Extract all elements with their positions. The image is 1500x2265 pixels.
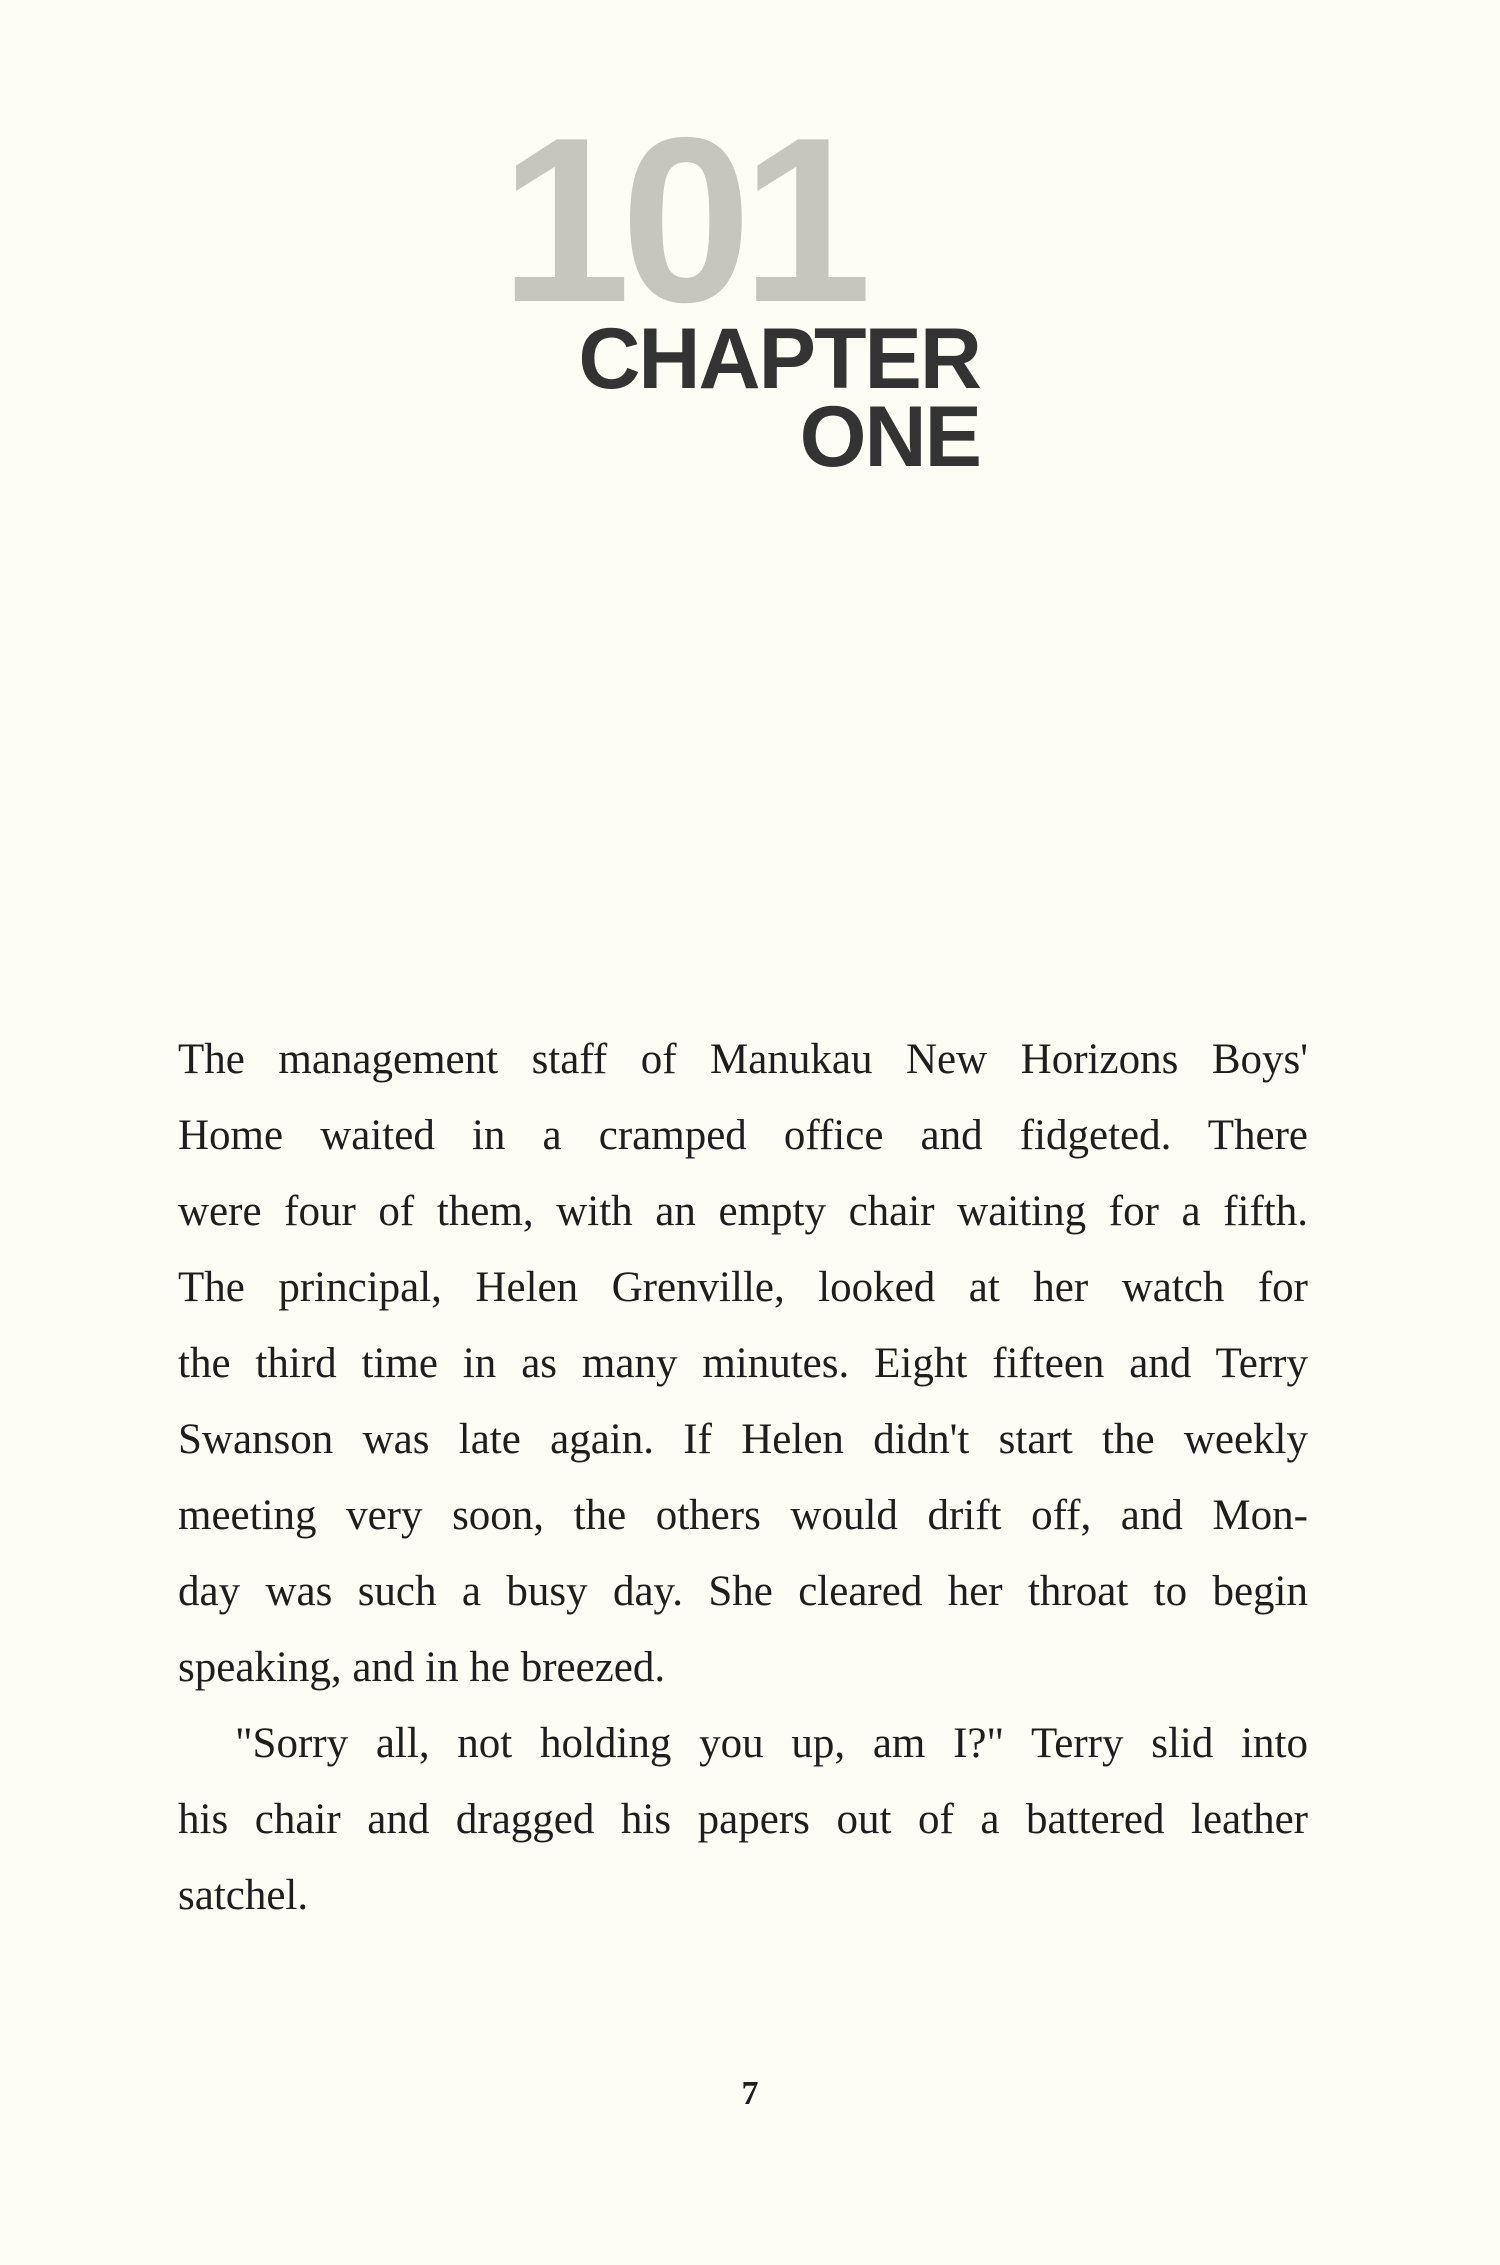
paragraph-line: Home waited in a cramped office and fidgeted. There [178, 1112, 1308, 1159]
chapter-number: 101 [500, 88, 863, 351]
paragraph-line: speaking, and in he breezed. [178, 1644, 666, 1691]
paragraph-line: Swanson was late again. If Helen didn't start the weekly [178, 1416, 1308, 1463]
chapter-heading-number-word: ONE [799, 389, 980, 485]
paragraph-line: The management staff of Manukau New Horizons Boys' [178, 1036, 1308, 1083]
paragraph-line: "Sorry all, not holding you up, am I?" Terry slid into [235, 1720, 1308, 1767]
paragraph-line: day was such a busy day. She cleared her throat to begin [178, 1568, 1308, 1615]
page-number: 7 [741, 2075, 759, 2112]
paragraph-line: satchel. [178, 1872, 309, 1919]
paragraph-line: The principal, Helen Grenville, looked at her watch for [178, 1264, 1308, 1311]
paragraph-line: his chair and dragged his papers out of a battered leather [178, 1796, 1308, 1843]
paragraph-line: the third time in as many minutes. Eight fifteen and Terry [178, 1340, 1308, 1387]
paragraph-line: meeting very soon, the others would drift off, and Mon- [178, 1492, 1308, 1539]
chapter-heading: CHAPTER [578, 311, 980, 407]
chapter-body [178, 1022, 1308, 1934]
paragraph-line: were four of them, with an empty chair waiting for a fifth. [178, 1188, 1308, 1235]
